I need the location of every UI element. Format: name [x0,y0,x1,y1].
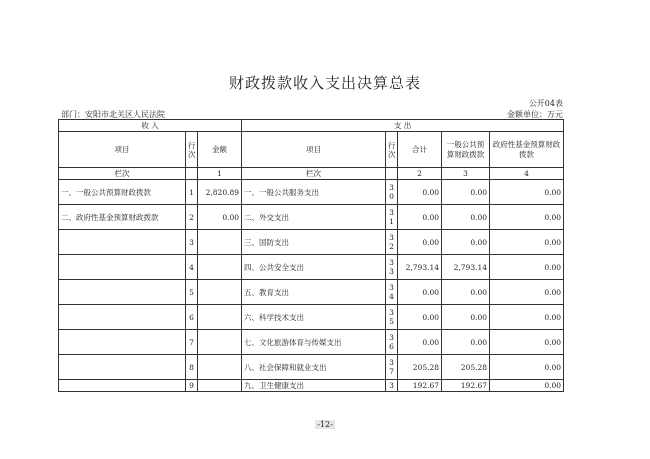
row-expense-line: 34 [386,280,398,305]
section-header-row [59,120,564,132]
col-total: 合计 [398,132,442,168]
row-total: 0.00 [398,280,442,305]
row-expense-line: 35 [386,305,398,330]
row-total: 0.00 [398,305,442,330]
table-row [59,205,564,230]
row-line: 2 [186,205,198,230]
col-line2: 行次 [386,132,398,168]
row-expense-item: 二、外交支出 [242,205,386,230]
row-general: 0.00 [442,330,490,355]
table-row [59,305,564,330]
col-row-3: 3 [442,168,490,180]
income-header: 收 入 [59,120,242,132]
row-fund: 0.00 [490,205,564,230]
col-row-label2: 栏次 [242,168,386,180]
row-fund: 0.00 [490,330,564,355]
row-fund: 0.00 [490,380,564,392]
row-fund: 0.00 [490,230,564,255]
row-expense-item: 六、科学技术支出 [242,305,386,330]
row-amount [198,380,242,392]
row-expense-item: 一、一般公共服务支出 [242,180,386,205]
row-expense-line: 36 [386,330,398,355]
row-total: 205.28 [398,355,442,380]
table-row [59,380,564,392]
row-line: 7 [186,330,198,355]
row-item: 二、政府性基金预算财政拨款 [59,205,186,230]
row-item: 一、一般公共预算财政拨款 [59,180,186,205]
row-fund: 0.00 [490,255,564,280]
row-expense-item: 八、社会保障和就业支出 [242,355,386,380]
form-number: 公开04表 [528,99,563,108]
row-line: 4 [186,255,198,280]
row-amount [198,255,242,280]
department-label: 部门：安阳市北关区人民法院 [61,110,165,119]
col-item2: 项目 [242,132,386,168]
row-fund: 0.00 [490,280,564,305]
row-general: 2,793.14 [442,255,490,280]
table-row [59,355,564,380]
row-total: 2,793.14 [398,255,442,280]
row-item [59,330,186,355]
row-amount [198,305,242,330]
row-expense-line: 30 [386,180,398,205]
table-row [59,230,564,255]
unit-label: 金额单位：万元 [507,110,563,119]
row-line: 9 [186,380,198,392]
row-amount [198,330,242,355]
row-expense-line: 33 [386,255,398,280]
row-expense-line: 3 [386,380,398,392]
col-row-2: 2 [398,168,442,180]
row-general: 205.28 [442,355,490,380]
row-total: 0.00 [398,330,442,355]
row-expense-line: 31 [386,205,398,230]
row-expense-line: 32 [386,230,398,255]
row-amount: 0.00 [198,205,242,230]
table-row [59,280,564,305]
expense-header: 支 出 [242,120,564,132]
row-item [59,230,186,255]
row-expense-item: 七、文化旅游体育与传媒支出 [242,330,386,355]
row-item [59,255,186,280]
col-item: 项目 [59,132,186,168]
row-total: 0.00 [398,230,442,255]
row-item [59,280,186,305]
row-expense-item: 三、国防支出 [242,230,386,255]
row-amount [198,230,242,255]
column-number-row [59,168,564,180]
row-fund: 0.00 [490,305,564,330]
row-line: 8 [186,355,198,380]
row-amount: 2,820.89 [198,180,242,205]
column-header-row [59,132,564,168]
row-expense-item: 五、教育支出 [242,280,386,305]
row-general: 0.00 [442,180,490,205]
row-amount [198,280,242,305]
finance-table [58,119,564,392]
row-item [59,305,186,330]
col-fund: 政府性基金预算财政拨款 [490,132,564,168]
row-item [59,355,186,380]
row-general: 0.00 [442,305,490,330]
col-row-label: 栏次 [59,168,186,180]
row-line: 5 [186,280,198,305]
col-row-4: 4 [490,168,564,180]
row-expense-item: 九、卫生健康支出 [242,380,386,392]
row-expense-line: 37 [386,355,398,380]
row-item [59,380,186,392]
row-general: 0.00 [442,280,490,305]
page-title: 财政拨款收入支出决算总表 [228,74,421,92]
page-number: -12- [317,420,333,429]
row-total: 0.00 [398,180,442,205]
row-general: 0.00 [442,230,490,255]
table-row [59,255,564,280]
row-line: 6 [186,305,198,330]
row-fund: 0.00 [490,355,564,380]
row-amount [198,355,242,380]
row-line: 1 [186,180,198,205]
col-general: 一般公共预算财政拨款 [442,132,490,168]
row-total: 192.67 [398,380,442,392]
row-total: 0.00 [398,205,442,230]
row-fund: 0.00 [490,180,564,205]
row-expense-item: 四、公共安全支出 [242,255,386,280]
col-line: 行次 [186,132,198,168]
col-amount: 金额 [198,132,242,168]
table-row [59,180,564,205]
row-general: 0.00 [442,205,490,230]
row-line: 3 [186,230,198,255]
table-row [59,330,564,355]
row-general: 192.67 [442,380,490,392]
col-row-1: 1 [198,168,242,180]
